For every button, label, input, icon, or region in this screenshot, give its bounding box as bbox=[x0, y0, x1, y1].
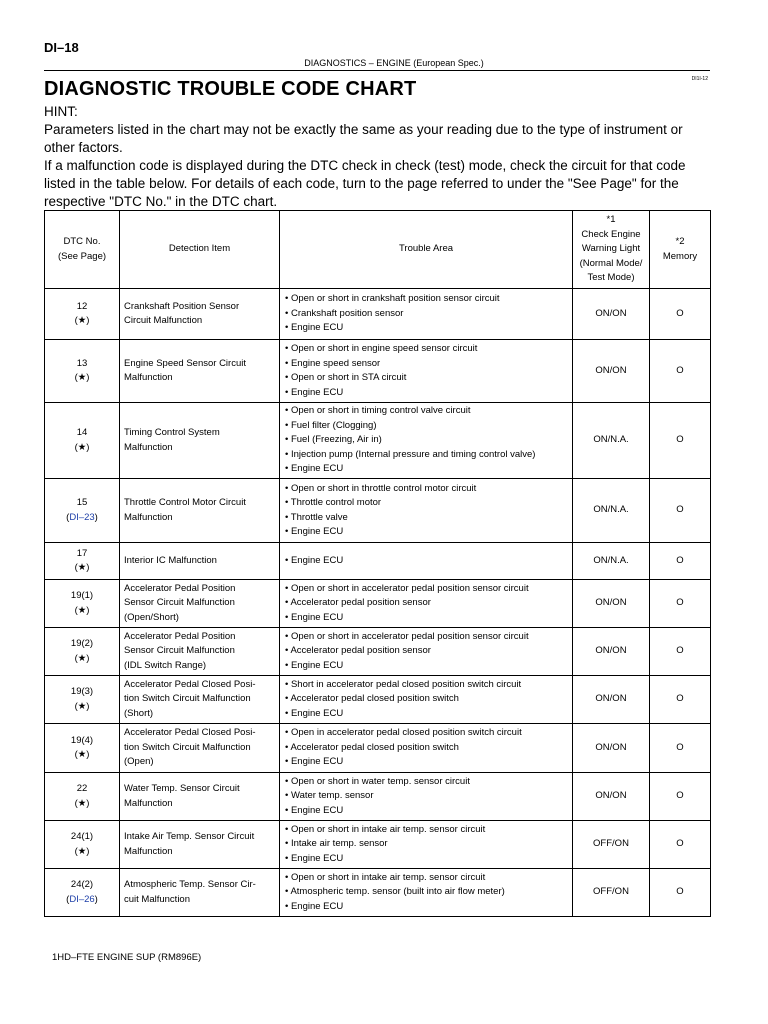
detection-line: Malfunction bbox=[124, 441, 173, 453]
trouble-line: • Open or short in accelerator pedal position sensor circuit bbox=[285, 582, 529, 594]
dtc-number-cell bbox=[45, 580, 120, 628]
dtc-number: 19(4) bbox=[70, 734, 94, 746]
warning-light: ON/N.A. bbox=[573, 403, 650, 479]
trouble-line: • Throttle control motor bbox=[285, 497, 382, 508]
see-page: (★) bbox=[74, 315, 90, 326]
detection-line: Timing Control System bbox=[124, 427, 220, 438]
detection-line: tion Switch Circuit Malfunction bbox=[124, 693, 251, 705]
dtc-number-cell bbox=[45, 724, 120, 773]
trouble-line: • Engine ECU bbox=[285, 756, 344, 768]
table-row bbox=[45, 289, 711, 340]
detection-line: tion Switch Circuit Malfunction bbox=[124, 741, 251, 753]
detection-line: (Open) bbox=[124, 756, 154, 768]
table-row bbox=[45, 403, 711, 479]
dtc-number: 19(2) bbox=[70, 638, 94, 649]
memory: O bbox=[650, 403, 711, 479]
detection-line: (Open/Short) bbox=[124, 611, 179, 623]
detection-line: Accelerator Pedal Position bbox=[124, 630, 236, 642]
header-dtc-no bbox=[45, 211, 120, 289]
header-mil-line2: Check Engine bbox=[581, 228, 641, 240]
trouble-line: • Short in accelerator pedal closed position switch circuit bbox=[285, 678, 522, 690]
see-page-link[interactable]: DI–26 bbox=[69, 893, 95, 905]
warning-light: ON/ON bbox=[573, 289, 650, 340]
detection-line: Malfunction bbox=[124, 511, 173, 523]
detection-line: Crankshaft Position Sensor bbox=[124, 300, 240, 312]
trouble-line: • Engine ECU bbox=[285, 526, 344, 537]
memory: O bbox=[650, 676, 711, 724]
see-page: (★) bbox=[74, 797, 90, 809]
dtc-number-cell bbox=[45, 869, 120, 917]
trouble-line: • Open or short in crankshaft position sensor circuit bbox=[285, 293, 500, 305]
trouble-line: • Engine ECU bbox=[285, 554, 344, 566]
detection-item bbox=[120, 724, 280, 773]
memory: O bbox=[650, 724, 711, 773]
see-page: (★) bbox=[74, 652, 90, 664]
header-mil-line3: Warning Light bbox=[581, 243, 641, 255]
detection-item bbox=[120, 580, 280, 628]
trouble-line: • Water temp. sensor bbox=[285, 790, 374, 802]
trouble-line: • Engine ECU bbox=[285, 804, 344, 816]
trouble-line: • Engine ECU bbox=[285, 611, 344, 623]
dtc-number-cell bbox=[45, 676, 120, 724]
trouble-line: • Fuel filter (Clogging) bbox=[285, 419, 377, 431]
dtc-table bbox=[44, 210, 711, 917]
trouble-line: • Accelerator pedal position sensor bbox=[285, 597, 431, 609]
dtc-number: 24(1) bbox=[70, 831, 94, 842]
header-memory bbox=[650, 211, 711, 289]
header-mil-line5: Test Mode) bbox=[587, 272, 635, 284]
header-detection: Detection Item bbox=[120, 211, 280, 289]
see-page: (★) bbox=[74, 845, 90, 857]
trouble-line: • Engine ECU bbox=[285, 386, 344, 398]
header-mil-line4: (Normal Mode/ bbox=[579, 257, 643, 269]
header-memory-line2: Memory bbox=[662, 250, 698, 262]
detection-line: (Short) bbox=[124, 707, 154, 719]
detection-line: Malfunction bbox=[124, 372, 173, 383]
memory: O bbox=[650, 340, 711, 403]
detection-item bbox=[120, 479, 280, 543]
see-page: (★) bbox=[74, 749, 90, 760]
trouble-line: • Engine ECU bbox=[285, 707, 344, 719]
trouble-line: • Open or short in water temp. sensor circuit bbox=[285, 775, 470, 787]
dtc-number: 19(3) bbox=[70, 686, 94, 697]
dtc-number-cell bbox=[45, 479, 120, 543]
detection-line: (IDL Switch Range) bbox=[124, 659, 207, 671]
see-page: (★) bbox=[74, 372, 90, 383]
trouble-line: • Accelerator pedal closed position switch bbox=[285, 693, 459, 705]
detection-line: Sensor Circuit Malfunction bbox=[124, 645, 235, 657]
warning-light: OFF/ON bbox=[573, 821, 650, 869]
memory: O bbox=[650, 289, 711, 340]
table-row bbox=[45, 628, 711, 676]
dtc-number: 12 bbox=[76, 300, 88, 312]
header-dtc-line1: DTC No. bbox=[63, 236, 101, 247]
table-row bbox=[45, 869, 711, 917]
detection-item bbox=[120, 628, 280, 676]
trouble-line: • Open in accelerator pedal closed position switch circuit bbox=[285, 727, 522, 739]
memory: O bbox=[650, 628, 711, 676]
trouble-area bbox=[280, 479, 573, 543]
warning-light: ON/ON bbox=[573, 676, 650, 724]
dtc-number-cell bbox=[45, 821, 120, 869]
detection-item bbox=[120, 869, 280, 917]
trouble-line: • Crankshaft position sensor bbox=[285, 307, 404, 319]
detection-item bbox=[120, 821, 280, 869]
see-page: (★) bbox=[74, 700, 90, 712]
see-page: (★) bbox=[74, 441, 90, 453]
detection-line: Circuit Malfunction bbox=[124, 315, 203, 326]
trouble-line: • Open or short in engine speed sensor circuit bbox=[285, 343, 478, 354]
trouble-area bbox=[280, 580, 573, 628]
table-row bbox=[45, 773, 711, 821]
trouble-line: • Intake air temp. sensor bbox=[285, 838, 388, 850]
detection-line: Accelerator Pedal Closed Posi- bbox=[124, 678, 256, 690]
dtc-number: 13 bbox=[76, 357, 88, 369]
page-id: DI–18 bbox=[44, 40, 79, 55]
trouble-line: • Engine ECU bbox=[285, 900, 344, 912]
detection-item bbox=[120, 773, 280, 821]
detection-line: Malfunction bbox=[124, 797, 173, 809]
detection-line: Interior IC Malfunction bbox=[124, 554, 217, 566]
trouble-line: • Open or short in accelerator pedal position sensor circuit bbox=[285, 630, 529, 642]
detection-item bbox=[120, 340, 280, 403]
trouble-area bbox=[280, 543, 573, 580]
table-header-row bbox=[45, 211, 711, 289]
trouble-line: • Accelerator pedal closed position switch bbox=[285, 741, 459, 753]
header-rule bbox=[44, 70, 710, 71]
detection-line: Water Temp. Sensor Circuit bbox=[124, 783, 240, 794]
dtc-number-cell bbox=[45, 628, 120, 676]
memory: O bbox=[650, 869, 711, 917]
trouble-line: • Open or short in intake air temp. sensor circuit bbox=[285, 823, 486, 835]
trouble-area bbox=[280, 773, 573, 821]
dtc-number: 24(2) bbox=[70, 879, 94, 890]
header-memory-line1: *2 bbox=[675, 236, 685, 247]
trouble-line: • Engine ECU bbox=[285, 852, 344, 864]
warning-light: ON/ON bbox=[573, 724, 650, 773]
trouble-area bbox=[280, 289, 573, 340]
trouble-area bbox=[280, 821, 573, 869]
memory: O bbox=[650, 543, 711, 580]
document-code: DI1I-12 bbox=[691, 76, 708, 82]
detection-line: Accelerator Pedal Position bbox=[124, 582, 236, 594]
header-dtc-line2: (See Page) bbox=[57, 250, 107, 262]
warning-light: ON/ON bbox=[573, 340, 650, 403]
dtc-number: 14 bbox=[76, 427, 88, 438]
warning-light: ON/ON bbox=[573, 628, 650, 676]
trouble-area bbox=[280, 869, 573, 917]
trouble-line: • Open or short in throttle control motor circuit bbox=[285, 482, 477, 494]
header-mil bbox=[573, 211, 650, 289]
see-page: (DI–23) bbox=[66, 511, 98, 523]
dtc-number: 15 bbox=[76, 497, 88, 508]
memory: O bbox=[650, 580, 711, 628]
trouble-area bbox=[280, 628, 573, 676]
warning-light: ON/N.A. bbox=[573, 543, 650, 580]
table-row bbox=[45, 580, 711, 628]
trouble-line: • Fuel (Freezing, Air in) bbox=[285, 434, 382, 446]
hint-paragraph-2: If a malfunction code is displayed during the DTC check in check (test) mode, check the circuit for that code listed in the table below. For details of each code, turn to the page referred to under the "See Page" for the respective "DTC No." in the DTC chart. bbox=[44, 158, 686, 209]
dtc-number: 22 bbox=[76, 783, 88, 794]
dtc-number: 17 bbox=[76, 547, 88, 559]
trouble-line: • Accelerator pedal position sensor bbox=[285, 645, 431, 657]
table-row bbox=[45, 676, 711, 724]
see-page: (★) bbox=[74, 604, 90, 616]
detection-line: Throttle Control Motor Circuit bbox=[124, 497, 246, 508]
page-footer: 1HD–FTE ENGINE SUP (RM896E) bbox=[52, 952, 202, 963]
trouble-area bbox=[280, 676, 573, 724]
hint-paragraph-1: Parameters listed in the chart may not be exactly the same as your reading due to the type of instrument or other factors. bbox=[44, 122, 683, 155]
see-page: (★) bbox=[74, 562, 90, 573]
detection-item bbox=[120, 676, 280, 724]
dtc-number: 19(1) bbox=[70, 590, 94, 601]
detection-line: Atmospheric Temp. Sensor Cir- bbox=[124, 879, 256, 890]
header-trouble: Trouble Area bbox=[280, 211, 573, 289]
table-row bbox=[45, 543, 711, 580]
detection-item bbox=[120, 289, 280, 340]
detection-item bbox=[120, 543, 280, 580]
warning-light: ON/ON bbox=[573, 580, 650, 628]
dtc-number-cell bbox=[45, 289, 120, 340]
trouble-area bbox=[280, 340, 573, 403]
see-page-link[interactable]: DI–23 bbox=[69, 511, 95, 523]
trouble-line: • Open or short in STA circuit bbox=[285, 372, 407, 383]
detection-line: cuit Malfunction bbox=[124, 893, 191, 905]
trouble-line: • Atmospheric temp. sensor (built into air flow meter) bbox=[285, 886, 505, 898]
memory: O bbox=[650, 773, 711, 821]
header-mil-line1: *1 bbox=[606, 214, 616, 226]
trouble-line: • Engine ECU bbox=[285, 322, 344, 334]
dtc-number-cell bbox=[45, 773, 120, 821]
detection-line: Malfunction bbox=[124, 845, 173, 857]
table-row bbox=[45, 340, 711, 403]
memory: O bbox=[650, 821, 711, 869]
detection-item bbox=[120, 403, 280, 479]
detection-line: Accelerator Pedal Closed Posi- bbox=[124, 727, 256, 739]
trouble-line: • Engine ECU bbox=[285, 659, 344, 671]
trouble-line: • Open or short in intake air temp. sensor circuit bbox=[285, 871, 486, 883]
trouble-area bbox=[280, 724, 573, 773]
trouble-area bbox=[280, 403, 573, 479]
hint-text bbox=[44, 121, 714, 211]
trouble-line: • Throttle valve bbox=[285, 511, 348, 523]
running-header: DIAGNOSTICS – ENGINE (European Spec.) bbox=[304, 58, 484, 68]
table-row bbox=[45, 724, 711, 773]
table-row bbox=[45, 479, 711, 543]
trouble-line: • Open or short in timing control valve circuit bbox=[285, 405, 471, 417]
hint-label: HINT: bbox=[44, 104, 78, 119]
table-row bbox=[45, 821, 711, 869]
see-page: (DI–26) bbox=[66, 893, 98, 905]
trouble-line: • Injection pump (Internal pressure and timing control valve) bbox=[285, 448, 536, 460]
detection-line: Intake Air Temp. Sensor Circuit bbox=[124, 831, 255, 842]
detection-line: Sensor Circuit Malfunction bbox=[124, 597, 235, 609]
trouble-line: • Engine speed sensor bbox=[285, 357, 381, 369]
memory: O bbox=[650, 479, 711, 543]
warning-light: ON/N.A. bbox=[573, 479, 650, 543]
warning-light: ON/ON bbox=[573, 773, 650, 821]
warning-light: OFF/ON bbox=[573, 869, 650, 917]
trouble-line: • Engine ECU bbox=[285, 463, 344, 475]
detection-line: Engine Speed Sensor Circuit bbox=[124, 357, 246, 369]
dtc-number-cell bbox=[45, 543, 120, 580]
dtc-number-cell bbox=[45, 340, 120, 403]
page-title: DIAGNOSTIC TROUBLE CODE CHART bbox=[44, 78, 417, 100]
dtc-number-cell bbox=[45, 403, 120, 479]
